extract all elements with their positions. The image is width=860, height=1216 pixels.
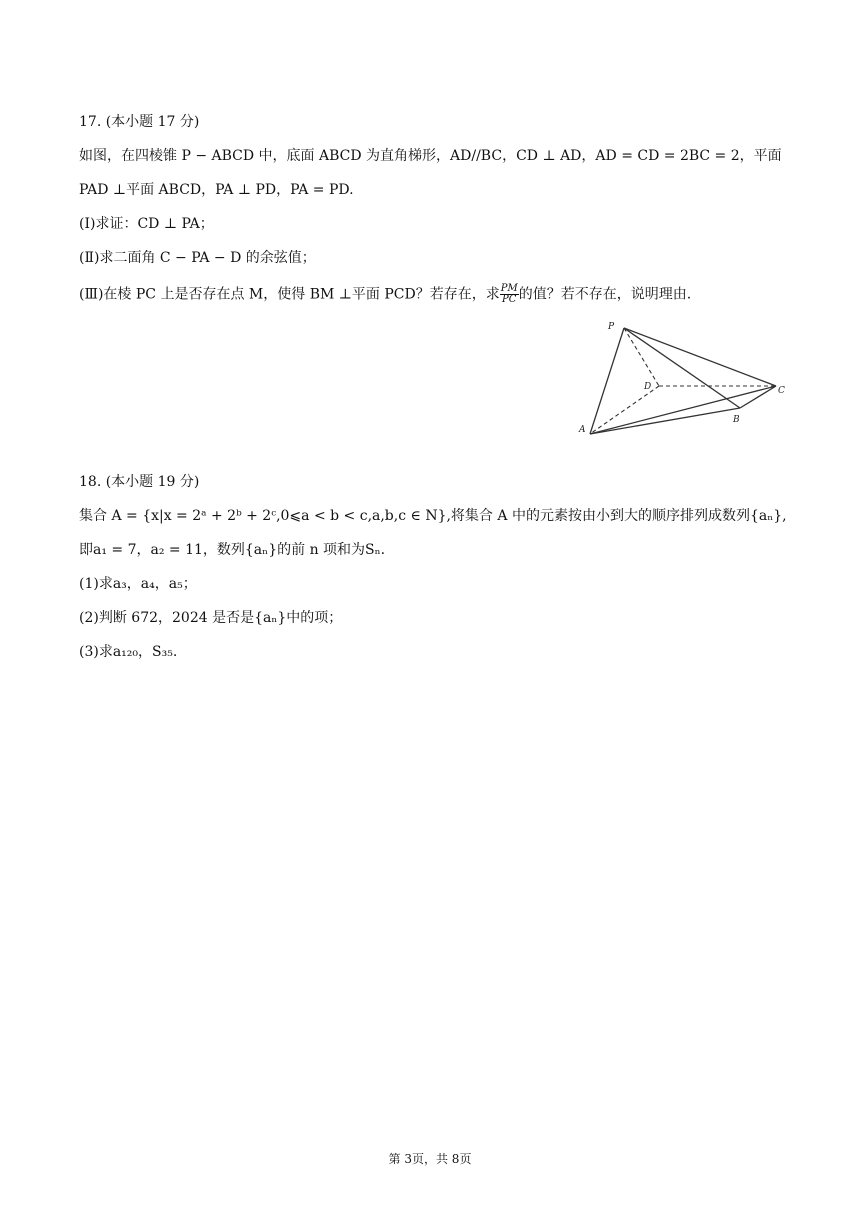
q18-part2: (2)判断 672，2024 是否是{aₙ}中的项；: [79, 610, 343, 626]
edge-PB: [624, 328, 740, 408]
q17-part1: (Ⅰ)求证：CD ⊥ PA；: [79, 216, 214, 232]
q17-part3: [79, 284, 691, 305]
q17-part3-post: 的值？若不存在，说明理由.: [518, 286, 692, 303]
edge-AC: [590, 386, 776, 434]
q18-header: 18. (本小题 19 分): [79, 474, 200, 490]
label-P: P: [608, 322, 615, 332]
q17-part2: (Ⅱ)求二面角 C − PA − D 的余弦值；: [79, 250, 316, 266]
label-C: C: [778, 386, 785, 396]
edge-DA-hidden: [590, 386, 659, 434]
q17-part3-pre: (Ⅲ)在棱 PC 上是否存在点 M，使得 BM ⊥平面 PCD？若存在，求: [79, 286, 500, 303]
q18-part3: (3)求a₁₂₀，S₃₅.: [79, 644, 178, 660]
q17-intro-line1: 如图，在四棱锥 P − ABCD 中，底面 ABCD 为直角梯形，AD//BC，CD ⊥ AD，AD = CD = 2BC = 2，平面: [79, 148, 782, 164]
q17-intro-line2: PAD ⊥平面 ABCD，PA ⊥ PD，PA = PD.: [79, 182, 354, 198]
label-A: A: [579, 425, 586, 435]
q17-part3-fraction: [500, 284, 519, 305]
label-D: D: [644, 382, 652, 392]
label-B: B: [733, 415, 740, 425]
q18-line1: 集合 A = {x|x = 2ᵃ + 2ᵇ + 2ᶜ,0⩽a < b < c,a,b,c ∈ N},将集合 A 中的元素按由小到大的顺序排列成数列{aₙ},: [79, 508, 787, 524]
q18-line2: 即a₁ = 7，a₂ = 11，数列{aₙ}的前 n 项和为Sₙ.: [79, 542, 386, 558]
q18-part1: (1)求a₃，a₄，a₅；: [79, 576, 197, 592]
page-footer: 第 3页，共 8页: [388, 1152, 472, 1166]
fraction-denominator: PC: [502, 294, 517, 305]
fraction-numerator: PM: [500, 283, 518, 294]
q17-header: 17. (本小题 17 分): [79, 114, 200, 130]
edge-BC: [740, 386, 776, 408]
edge-PA: [590, 328, 624, 434]
edge-PC: [624, 328, 776, 386]
pyramid-figure: [572, 318, 802, 442]
edge-AB: [590, 408, 740, 434]
edge-PD-hidden: [624, 328, 659, 386]
